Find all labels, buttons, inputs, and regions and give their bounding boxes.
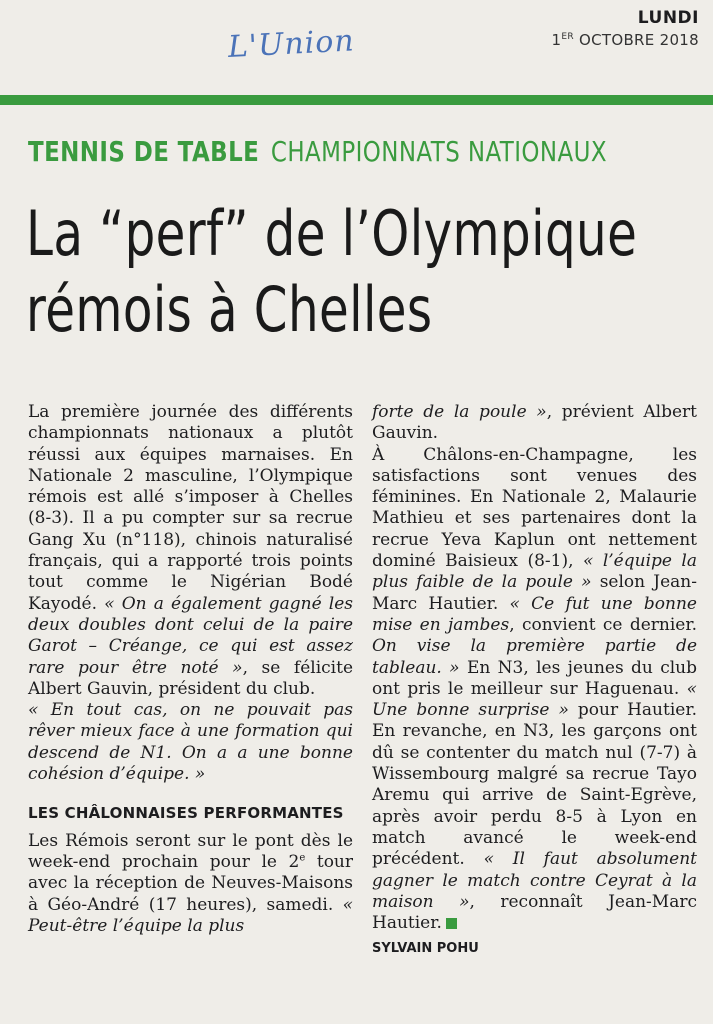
paragraph-5 bbox=[372, 445, 697, 935]
paragraph-1 bbox=[28, 402, 353, 700]
paragraph-text: Les Rémois seront sur le pont dès le week-end prochain pour le 2 bbox=[28, 830, 353, 872]
paragraph-3 bbox=[28, 831, 353, 937]
article-subhead: LES CHÂLONNAISES PERFORMANTES bbox=[28, 804, 344, 823]
date-number: 1 bbox=[551, 31, 562, 49]
end-of-article-square-icon bbox=[446, 918, 457, 929]
quote: « Une bonne surprise » bbox=[372, 678, 697, 721]
masthead-logo bbox=[228, 22, 398, 70]
paragraph-2 bbox=[28, 700, 353, 785]
quote: « Ce fut une bonne mise en jambes bbox=[372, 593, 697, 635]
headline-line-2: rémois à Chelles bbox=[26, 273, 433, 346]
dateline-day: LUNDI bbox=[637, 8, 699, 28]
article-kicker bbox=[28, 135, 607, 168]
paragraph-text: , convient ce dernier. bbox=[509, 614, 697, 635]
section-divider-bar bbox=[0, 95, 713, 105]
quote: « l’équipe la plus faible de la poule » bbox=[372, 551, 697, 593]
dateline bbox=[552, 8, 699, 49]
headline-line-1: La “perf” de l’Olympique bbox=[26, 197, 638, 270]
article-column-left bbox=[28, 402, 353, 937]
superscript: e bbox=[299, 852, 306, 864]
paragraph-text: , reconnaît Jean-Marc Hautier. bbox=[372, 891, 697, 934]
kicker-topic: CHAMPIONNATS NATIONAUX bbox=[270, 135, 607, 168]
paragraph-text: La première journée des différents championnats nationaux a plutôt réussi aux équipes marnaises. En Nationale 2 masculine, l’Olympique rémois est allé s’imposer à Chelles (8-3). Il a pu compter sur sa recrue Gang Xu (n°118), chinois naturalisé français, qui a rapporté trois points tout comme le Nigérian Bodé Kayodé. bbox=[28, 402, 353, 614]
paragraph-text: tour avec la réception de Neuves-Maisons à Géo-André (17 heures), samedi. bbox=[28, 851, 353, 915]
kicker-sport: TENNIS DE TABLE bbox=[28, 135, 260, 168]
article-headline bbox=[26, 196, 638, 348]
article-column-right bbox=[372, 402, 697, 960]
paragraph-text: selon Jean-Marc Hautier. bbox=[372, 572, 697, 614]
quote: « Il faut absolument gagner le match contre Ceyrat à la maison » bbox=[372, 849, 697, 912]
paragraph-4 bbox=[372, 402, 697, 445]
quote: On vise la première partie de tableau. » bbox=[372, 636, 697, 678]
quote: forte de la poule » bbox=[372, 402, 547, 422]
dateline-date bbox=[552, 31, 699, 49]
quote: « Peut-être l’équipe la plus bbox=[28, 894, 353, 936]
paragraph-text: À Châlons-en-Champagne, les satisfactions sont venues des féminines. En Nationale 2, Malaurie Mathieu et ses partenaires dont la recrue Yeva Kaplun ont nettement dominé Baisieux (8-1), bbox=[372, 444, 697, 572]
author-signature: SYLVAIN POHU bbox=[372, 941, 479, 957]
date-superscript: ER bbox=[561, 32, 574, 42]
quote: « En tout cas, on ne pouvait pas rêver mieux face à une formation qui descend de N1. On a a une bonne cohésion d’équipe. » bbox=[28, 700, 353, 785]
handwritten-logo: L'Union bbox=[227, 23, 356, 65]
quote: « On a également gagné les deux doubles dont celui de la paire Garot – Créange, ce qui est assez rare pour être noté » bbox=[28, 593, 353, 678]
paragraph-text: En N3, les jeunes du club ont pris le meilleur sur Haguenau. bbox=[372, 657, 698, 699]
paragraph-text: , prévient Albert Gauvin. bbox=[372, 402, 698, 444]
paragraph-text: pour Hautier. En revanche, en N3, les garçons ont dû se contenter du match nul (7-7) à Wissembourg malgré sa recrue Tayo Aremu qui arrive de Saint-Egrève, après avoir perdu 8-5 à Lyon en match avancé le week-end précédent. bbox=[372, 700, 697, 870]
date-rest: OCTOBRE 2018 bbox=[573, 31, 699, 49]
paragraph-text: , se félicite Albert Gauvin, président du club. bbox=[28, 657, 354, 699]
